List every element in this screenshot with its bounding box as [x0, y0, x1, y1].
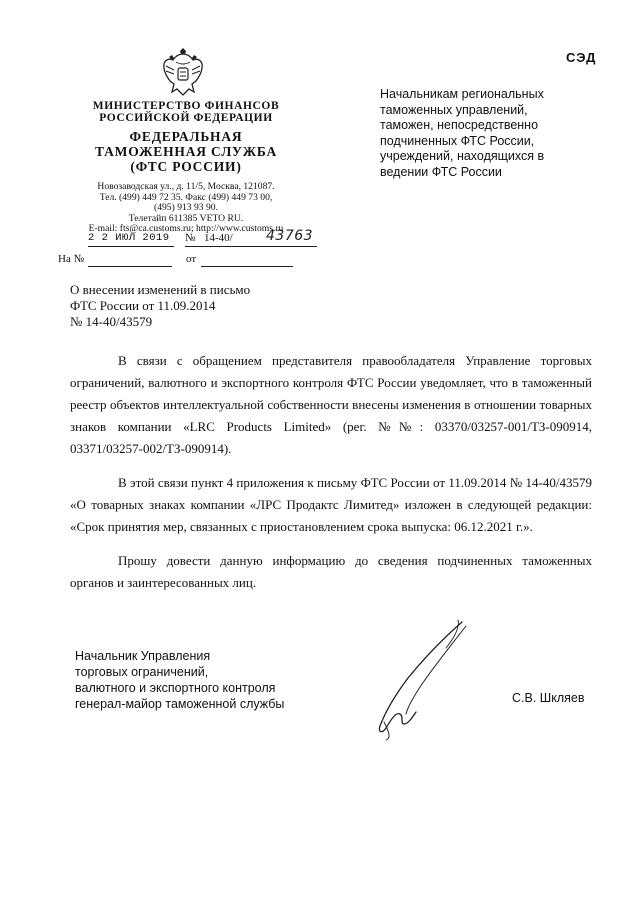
reference-line: [58, 253, 298, 267]
addressee-line: ведении ФТС России: [380, 164, 502, 179]
addressee-line: подчиненных ФТС России,: [380, 133, 535, 148]
registration-number-handwritten: 43763: [266, 228, 314, 244]
agency-line: ФЕДЕРАЛЬНАЯ: [129, 129, 243, 144]
position-line: торговых ограничений,: [75, 665, 209, 679]
registration-number-label: №: [185, 232, 196, 244]
body-paragraph: Прошу довести данную информацию до сведения подчиненных таможенных органов и заинтересованных лиц.: [70, 553, 592, 590]
ministry-line: МИНИСТЕРСТВО ФИНАНСОВ: [92, 100, 280, 112]
document-system-mark: СЭД: [566, 50, 597, 65]
handwritten-signature: [366, 618, 476, 743]
signatory-position: [75, 648, 335, 712]
reference-date-label: от: [186, 253, 197, 265]
coat-of-arms-icon: [160, 48, 206, 98]
body-paragraph: В связи с обращением представителя правообладателя Управление торговых ограничений, валютного и экспортного контроля ФТС России уведомляет, что в таможенный реестр объектов интеллектуальной собственности внесены изменения в отношении товарных знаков компании «LRC Products Limited» (рег. №№: 03370/03257-001/ТЗ-090914, 03371/03257-002/ТЗ-090914).: [70, 353, 592, 456]
position-line: валютного и экспортного контроля: [75, 681, 276, 695]
address-line: Тел. (499) 449 72 35. Факс (499) 449 73 00,: [99, 191, 273, 203]
position-line: Начальник Управления: [75, 649, 211, 663]
addressee-line: таможен, непосредственно: [380, 118, 539, 132]
address-line: Телетайп 611385 VETO RU.: [128, 212, 244, 224]
address-line: E-mail: fts@ca.customs.ru; http://www.customs.ru: [88, 223, 284, 234]
ministry-line: РОССИЙСКОЙ ФЕДЕРАЦИИ: [99, 112, 273, 124]
registration-date-stamp: 2 2 ИЮЛ 2019: [88, 232, 170, 244]
address-line: (495) 913 93 90.: [154, 202, 218, 213]
addressee-line: Начальникам региональных: [380, 87, 544, 101]
agency-line: ТАМОЖЕННАЯ СЛУЖБА: [94, 144, 278, 159]
addressee-line: таможенных управлений,: [380, 102, 528, 117]
signatory-name: С.В. Шкляев: [512, 691, 585, 705]
body-paragraph: В этой связи пункт 4 приложения к письму ФТС России от 11.09.2014 № 14-40/43579 «О товарных знаках компании «ЛРС Продактс Лимитед» изложен в следующей редакции: «Срок принятия мер, связанных с приостановлением срока выпуска: 06.12.2021 г.».: [70, 475, 592, 534]
addressee-line: учреждений, находящихся в: [380, 149, 545, 163]
registration-number: 14-40/: [204, 232, 233, 244]
subject-line: ФТС России от 11.09.2014: [70, 298, 216, 313]
letter-body: [70, 350, 592, 606]
agency-line: (ФТС РОССИИ): [130, 159, 242, 174]
subject-line: О внесении изменений в письмо: [70, 282, 251, 297]
registration-line: [88, 230, 318, 248]
sender-header: [58, 100, 314, 235]
addressee-block: [380, 87, 595, 180]
subject-line: № 14-40/43579: [70, 314, 153, 329]
letter-subject: [70, 282, 310, 330]
position-line: генерал-майор таможенной службы: [75, 697, 285, 711]
reference-number-label: На №: [58, 253, 85, 265]
address-line: Новозаводская ул., д. 11/5, Москва, 121087.: [97, 181, 275, 192]
